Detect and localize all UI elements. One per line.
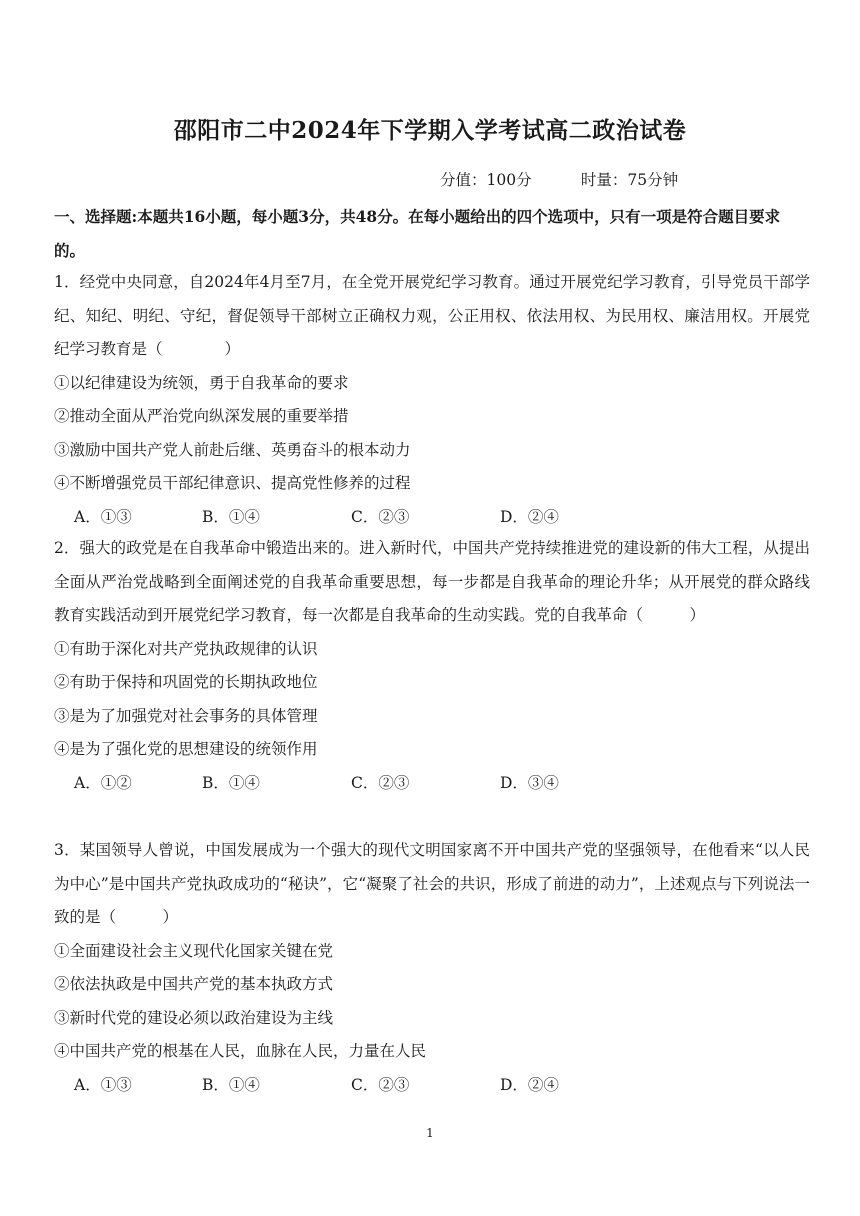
- statement-option: ③新时代党的建设必须以政治建设为主线: [54, 1008, 334, 1027]
- page-number: 1: [426, 1126, 434, 1140]
- choice-d: D．③④: [500, 773, 559, 792]
- choice-b: B．①④: [202, 507, 260, 526]
- question-stem: 3．某国领导人曾说，中国发展成为一个强大的现代文明国家离不开中国共产党的坚强领导，在他看来“以人民为中心”是中国共产党执政成功的“秘诀”，它“凝聚了社会的共识，形成了前进的动力”，上述观点与下列说法一致的是（ ）: [54, 841, 810, 926]
- section-heading: 一、选择题:本题共16小题，每小题3分，共48分。在每小题给出的四个选项中，只有一项是符合题目要求的。: [54, 207, 781, 260]
- choice-d: D．②④: [500, 1075, 559, 1094]
- question-2: [54, 532, 810, 800]
- statement-option: ③激励中国共产党人前赴后继、英勇奋斗的根本动力: [54, 440, 411, 459]
- question-stem: 2．强大的政党是在自我革命中锻造出来的。进入新时代，中国共产党持续推进党的建设新的伟大工程，从提出全面从严治党战略到全面阐述党的自我革命重要思想，每一步都是自我革命的理论升华；从开展党的群众路线教育实践活动到开展党纪学习教育，每一次都是自我革命的生动实践。党的自我革命（ ）: [54, 539, 810, 624]
- choice-c: C．②③: [351, 507, 410, 526]
- score-info: 分值：100分: [440, 171, 532, 189]
- statement-option: ②推动全面从严治党向纵深发展的重要举措: [54, 407, 349, 425]
- exam-title: 邵阳市二中2024年下学期入学考试高二政治试卷: [173, 117, 687, 144]
- answer-choices: [54, 1069, 810, 1102]
- question-1: [54, 266, 810, 534]
- statement-option: ①有助于深化对共产党执政规律的认识: [54, 639, 318, 658]
- statement-option: ②有助于保持和巩固党的长期执政地位: [54, 673, 318, 691]
- choice-c: C．②③: [351, 1075, 410, 1094]
- choice-d: D．②④: [500, 507, 559, 526]
- choice-a: A．①③: [74, 507, 132, 526]
- choice-b: B．①④: [202, 1075, 260, 1094]
- choice-c: C．②③: [351, 773, 410, 792]
- question-3: [54, 834, 810, 1102]
- statement-option: ④是为了强化党的思想建设的统领作用: [54, 740, 318, 758]
- statement-option: ②依法执政是中国共产党的基本执政方式: [54, 975, 334, 993]
- choice-a: A．①③: [74, 1075, 132, 1094]
- time-info: 时量：75分钟: [580, 171, 679, 189]
- choice-a: A．①②: [74, 773, 132, 792]
- statement-option: ①以纪律建设为统领，勇于自我革命的要求: [54, 373, 349, 392]
- statement-option: ④不断增强党员干部纪律意识、提高党性修养的过程: [54, 474, 411, 492]
- question-stem: 1．经党中央同意，自2024年4月至7月，在全党开展党纪学习教育。通过开展党纪学习教育，引导党员干部学纪、知纪、明纪、守纪，督促领导干部树立正确权力观，公正用权、依法用权、为民用权、廉洁用权。开展党纪学习教育是（ ）: [54, 273, 810, 358]
- statement-option: ③是为了加强党对社会事务的具体管理: [54, 706, 318, 725]
- exam-meta: [440, 168, 678, 190]
- answer-choices: [54, 767, 810, 800]
- statement-option: ①全面建设社会主义现代化国家关键在党: [54, 941, 334, 960]
- statement-option: ④中国共产党的根基在人民，血脉在人民，力量在人民: [54, 1042, 427, 1060]
- answer-choices: [54, 501, 810, 534]
- choice-b: B．①④: [202, 773, 260, 792]
